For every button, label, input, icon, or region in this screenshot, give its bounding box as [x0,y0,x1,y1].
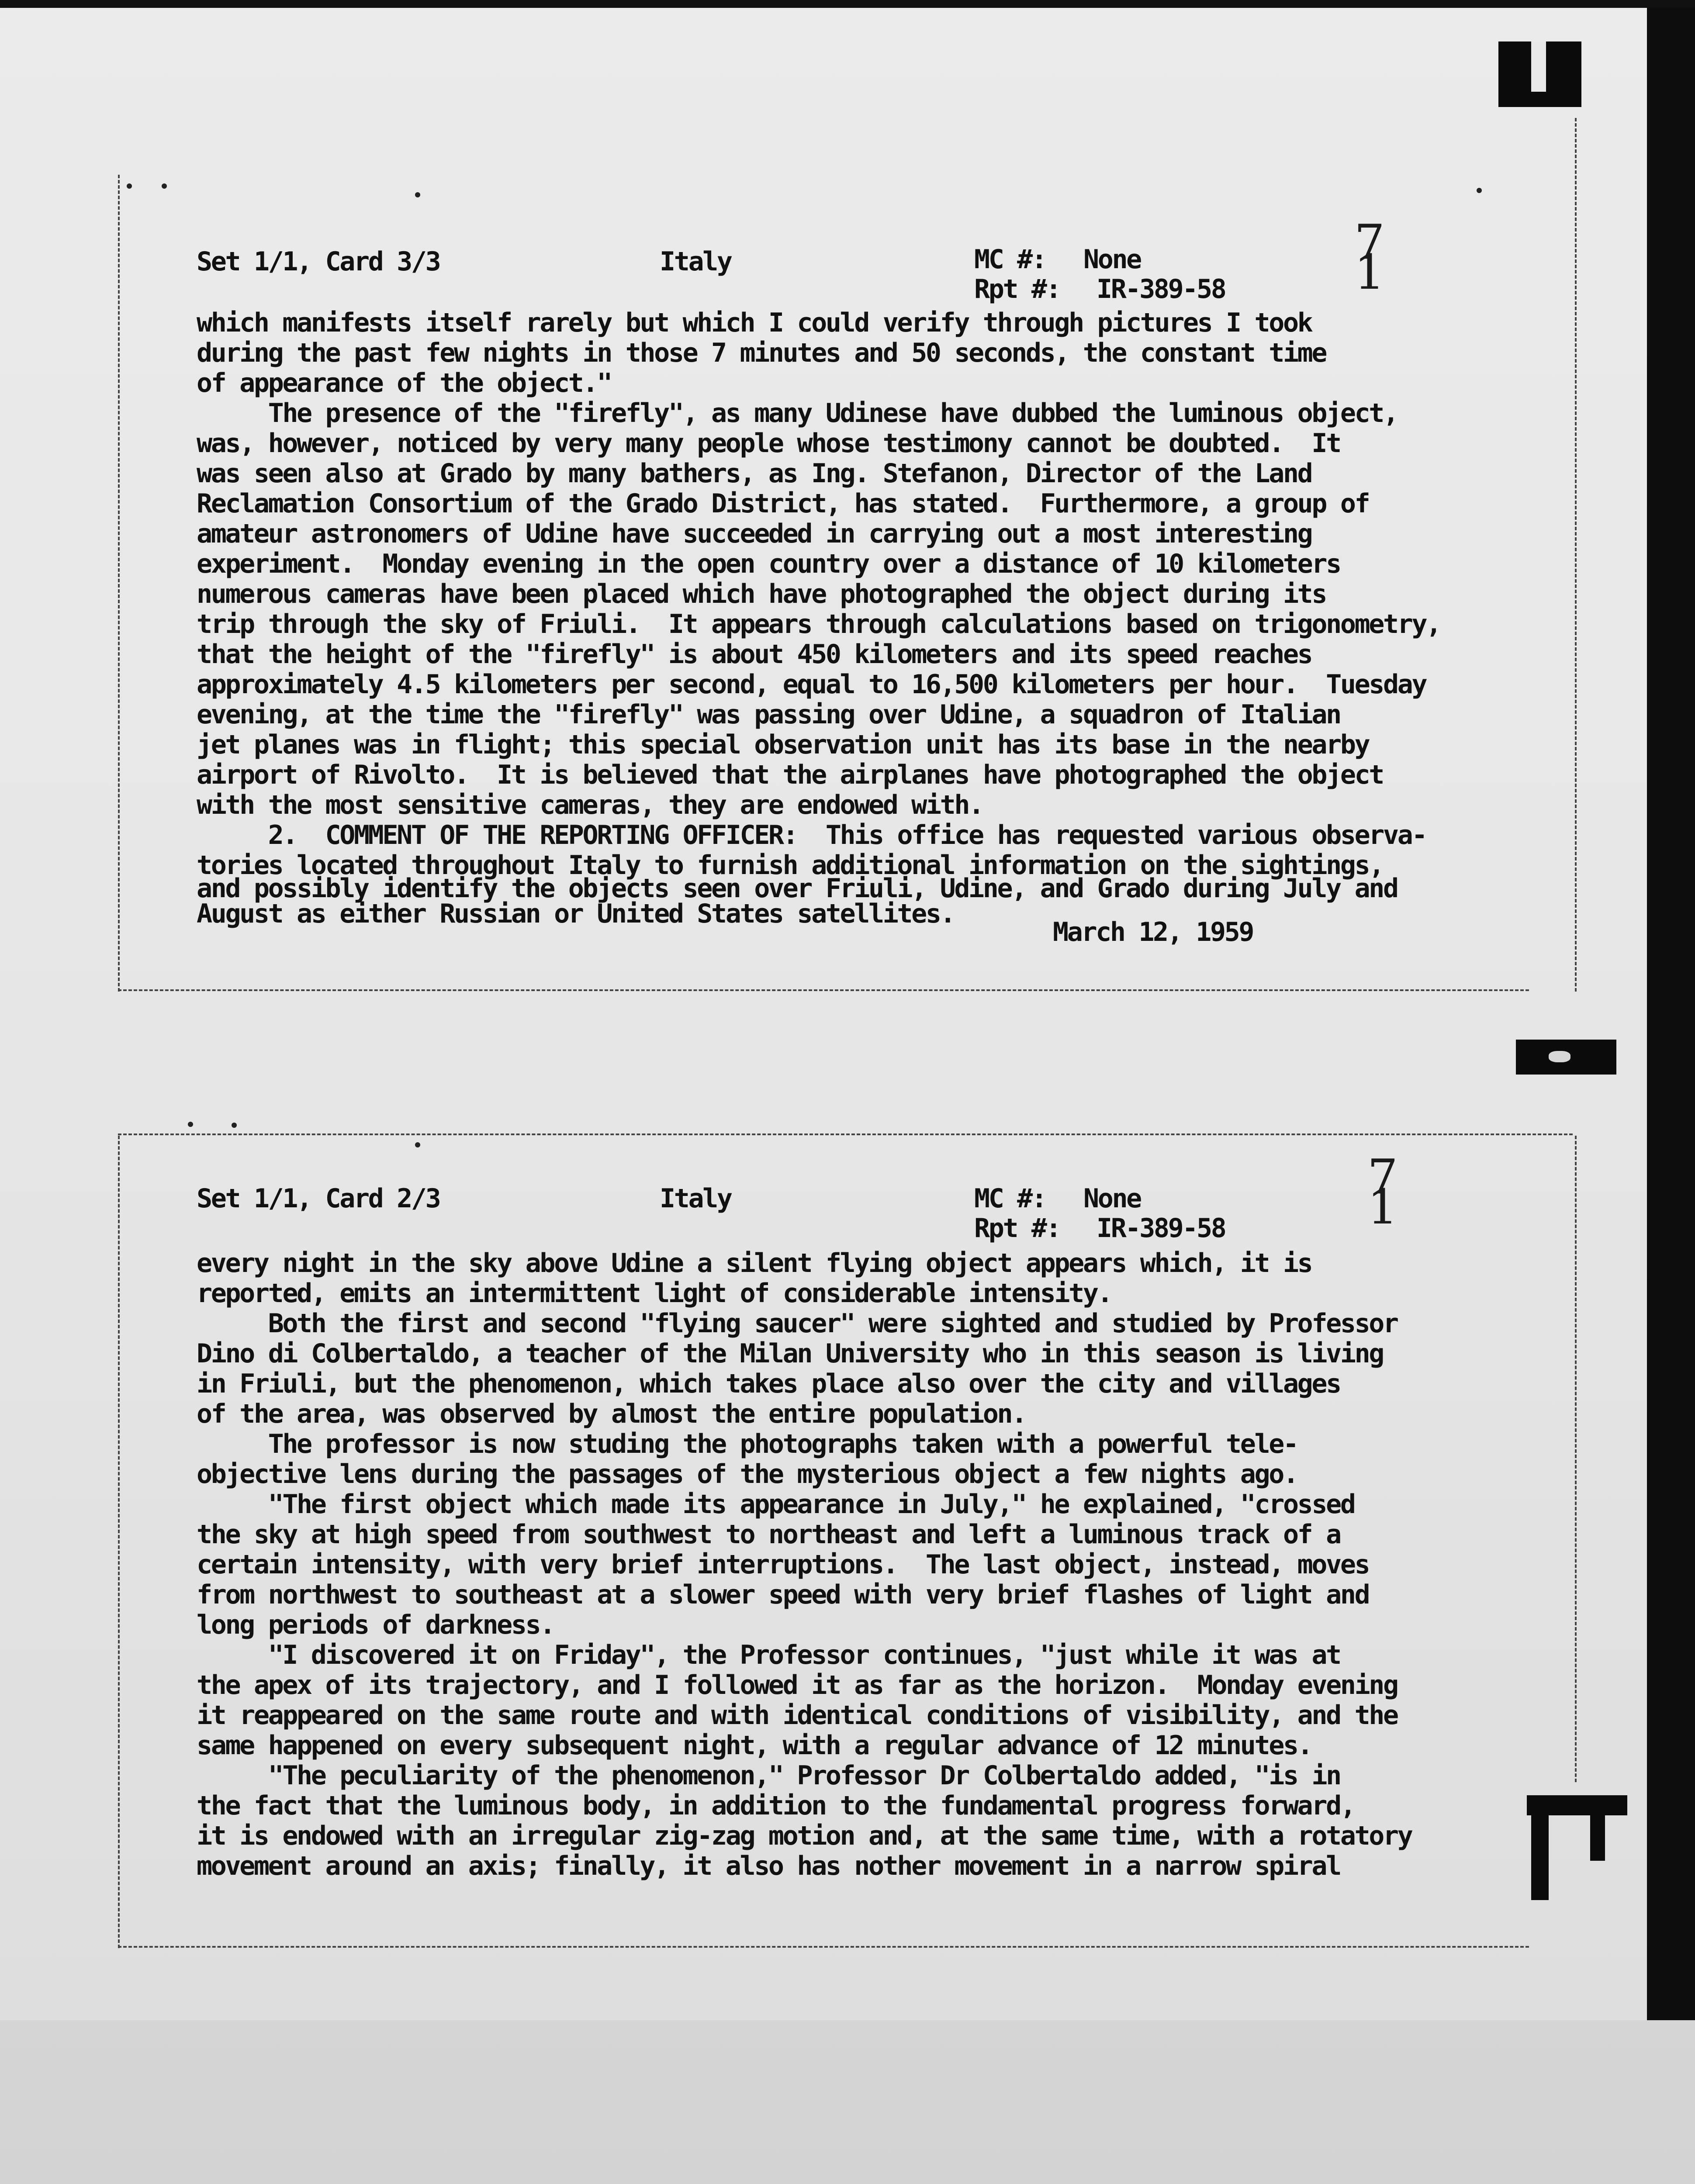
text-line: certain intensity, with very brief interruptions. The last object, instead, moves [197,1549,1369,1580]
card-country: Italy [660,246,731,277]
mc-label: MC #: [974,1183,1046,1214]
text-line: the sky at high speed from southwest to northeast and left a luminous track of a [197,1519,1340,1550]
text-line: that the height of the "firefly" is about 450 kilometers and its speed reaches [197,639,1312,670]
text-line: numerous cameras have been placed which have photographed the object during its [197,579,1326,609]
mc-value: None [1083,1183,1141,1214]
punch-dot [232,1123,237,1128]
text-line: approximately 4.5 kilometers per second, equal to 16,500 kilometers per hour. Tuesday [197,669,1426,700]
text-line: experiment. Monday evening in the open country over a distance of 10 kilometers [197,549,1340,579]
mc-value: None [1083,244,1141,275]
punch-dot [415,1142,420,1147]
text-line: "The first object which made its appearance in July," he explained, "crossed [197,1489,1355,1520]
text-line: jet planes was in flight; this special observation unit has its base in the nearby [197,729,1369,760]
text-line: of the area, was observed by almost the entire population. [197,1399,1026,1429]
text-line: it reappeared on the same route and with identical conditions of visibility, and the [197,1700,1398,1731]
text-line: which manifests itself rarely but which I could verify through pictures I took [197,308,1312,338]
card-set-label: Set 1/1, Card 3/3 [197,246,440,277]
text-line: reported, emits an intermittent light of considerable intensity. [197,1278,1112,1309]
text-line: in Friuli, but the phenomenon, which takes place also over the city and villages [197,1368,1340,1399]
punch-dot [415,192,420,197]
text-line: of appearance of the object." [197,368,611,398]
card-2-top-edge [118,1133,1573,1135]
punch-dot [1477,188,1482,193]
card-2-right-edge [1575,1136,1577,1782]
text-line: was seen also at Grado by many bathers, as Ing. Stefanon, Director of the Land [197,458,1312,489]
registration-mark-bottom-leg-2 [1590,1795,1605,1861]
text-line: 2. COMMENT OF THE REPORTING OFFICER: This office has requested various observa- [197,820,1426,850]
text-line: Reclamation Consortium of the Grado District, has stated. Furthermore, a group of [197,488,1369,519]
text-line: The professor is now studing the photographs taken with a powerful tele- [197,1429,1297,1459]
text-line: "The peculiarity of the phenomenon," Professor Dr Colbertaldo added, "is in [197,1760,1340,1791]
report-date: March 12, 1959 [1053,917,1253,947]
film-margin-bottom [0,2020,1695,2184]
text-line: amateur astronomers of Udine have succeeded in carrying out a most interesting [197,518,1312,549]
rpt-label: Rpt #: [974,274,1060,304]
handwritten-mark: 7 1 [1367,1149,1408,1235]
text-line: was, however, noticed by very many people whose testimony cannot be doubted. It [197,428,1340,459]
text-line: tories located throughout Italy to furnish additional information on the sightings, [197,850,1384,881]
registration-mark-top-gap [1531,41,1546,92]
card-2-left-edge [118,1136,120,1948]
text-line: trip through the sky of Friuli. It appears through calculations based on trigonometry, [197,609,1440,639]
punch-dot [127,183,132,189]
text-line: from northwest to southeast at a slower speed with very brief flashes of light and [197,1579,1369,1610]
rpt-value: IR-389-58 [1097,1213,1225,1244]
registration-mark-bottom-leg [1531,1795,1549,1900]
film-edge-top [0,0,1695,8]
card-country: Italy [660,1183,731,1214]
text-line: and possibly identify the objects seen over Friuli, Udine, and Grado during July and [197,873,1398,904]
text-line: same happened on every subsequent night, with a regular advance of 12 minutes. [197,1730,1312,1761]
text-line: evening, at the time the "firefly" was passing over Udine, a squadron of Italian [197,699,1340,730]
registration-mark-middle-dot [1549,1051,1570,1062]
card-3-bottom-edge [118,989,1529,991]
punch-dot [188,1122,193,1127]
film-edge-right [1647,0,1695,2020]
text-line: Dino di Colbertaldo, a teacher of the Milan University who in this season is living [197,1338,1384,1369]
text-line: every night in the sky above Udine a silent flying object appears which, it is [197,1248,1312,1279]
text-line: the apex of its trajectory, and I followed it as far as the horizon. Monday evening [197,1670,1398,1700]
text-line: August as either Russian or United States satellites. [197,898,955,929]
text-line: The presence of the "firefly", as many Udinese have dubbed the luminous object, [197,398,1398,429]
punch-dot [162,183,167,189]
text-line: movement around an axis; finally, it also has nother movement in a narrow spiral [197,1851,1340,1881]
handwritten-mark: 7 1 [1354,214,1394,300]
text-line: with the most sensitive cameras, they are endowed with. [197,790,983,820]
text-line: "I discovered it on Friday", the Professor continues, "just while it was at [197,1640,1340,1670]
card-set-label: Set 1/1, Card 2/3 [197,1183,440,1214]
rpt-value: IR-389-58 [1097,274,1225,304]
text-line: long periods of darkness. [197,1610,554,1640]
card-2-bottom-edge [118,1946,1529,1948]
text-line: during the past few nights in those 7 minutes and 50 seconds, the constant time [197,338,1326,368]
text-line: objective lens during the passages of the mysterious object a few nights ago. [197,1459,1297,1489]
text-line: it is endowed with an irregular zig-zag motion and, at the same time, with a rotatory [197,1821,1412,1851]
text-line: Both the first and second "flying saucer" were sighted and studied by Professor [197,1308,1398,1339]
mc-label: MC #: [974,244,1046,275]
rpt-label: Rpt #: [974,1213,1060,1244]
card-3-right-edge [1575,118,1577,992]
text-line: the fact that the luminous body, in addition to the fundamental progress forward, [197,1790,1355,1821]
text-line: airport of Rivolto. It is believed that the airplanes have photographed the object [197,760,1384,790]
card-3-left-edge [118,175,120,992]
